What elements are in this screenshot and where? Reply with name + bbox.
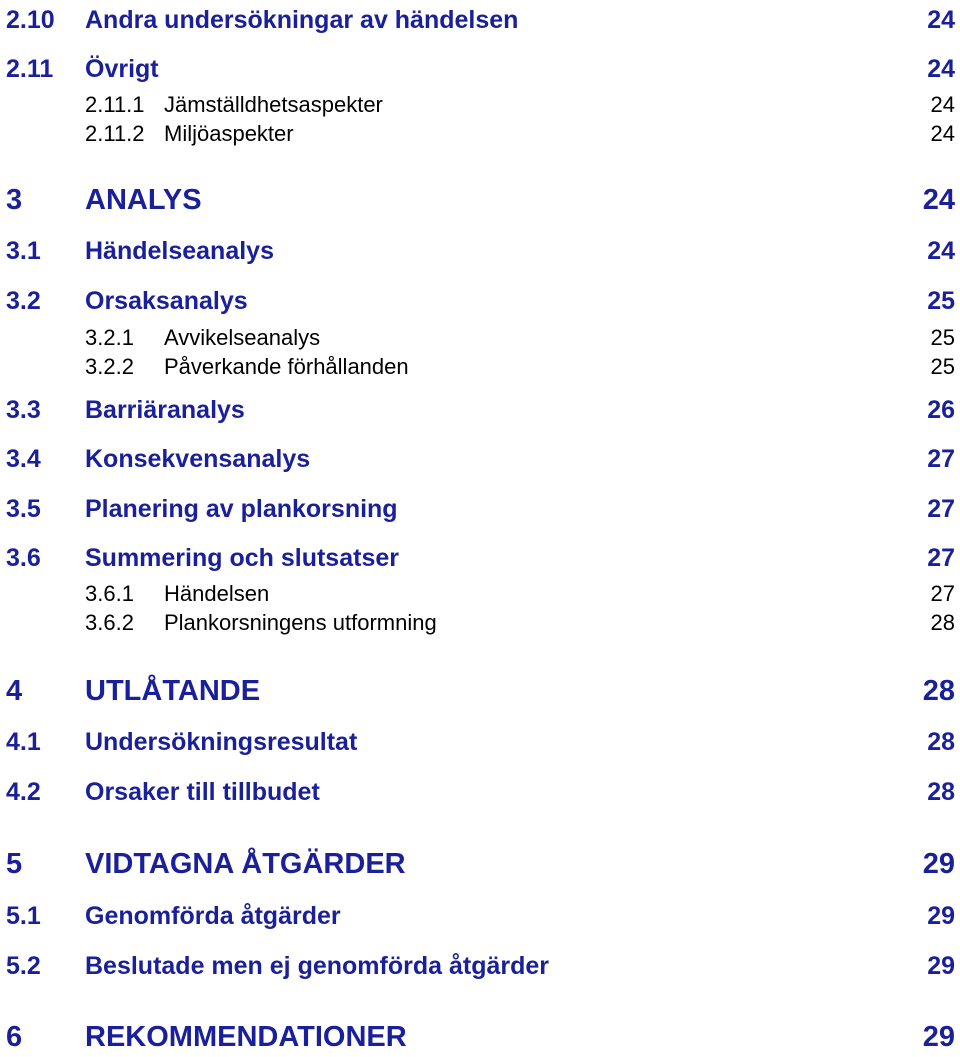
toc-entry-3-1[interactable] (0, 231, 960, 271)
toc-entry-title: Påverkande förhållanden (164, 354, 409, 379)
toc-entry-title: ANALYS (85, 183, 202, 216)
toc-entry-5-1[interactable] (0, 896, 960, 936)
toc-entry-page: 24 (930, 92, 955, 117)
toc-entry-4-2[interactable] (0, 772, 960, 812)
toc-entry-number: 3.4 (6, 444, 41, 473)
toc-entry-title: REKOMMENDATIONER (85, 1020, 407, 1053)
toc-entry-number: 3.3 (6, 395, 41, 424)
toc-entry-title: Jämställdhetsaspekter (164, 92, 383, 117)
toc-entry-number: 2.11.2 (85, 121, 145, 146)
toc-entry-title: Genomförda åtgärder (85, 901, 341, 930)
toc-entry-page: 24 (927, 5, 955, 34)
toc-entry-page: 28 (930, 610, 955, 635)
toc-entry-3-3[interactable] (0, 390, 960, 430)
toc-entry-3-2[interactable] (0, 281, 960, 321)
toc-entry-3-6-2[interactable] (0, 603, 960, 643)
toc-entry-page: 24 (927, 54, 955, 83)
toc-entry-page: 27 (927, 444, 955, 473)
toc-entry-title: Miljöaspekter (164, 121, 294, 146)
toc-entry-number: 4.2 (6, 777, 41, 806)
toc-entry-4[interactable] (0, 671, 960, 711)
toc-entry-title: UTLÅTANDE (85, 674, 261, 707)
toc-entry-page: 25 (927, 286, 955, 315)
toc-entry-number: 3.6.2 (85, 610, 134, 635)
toc-entry-number: 3.6.1 (85, 581, 134, 606)
toc-entry-page: 25 (930, 325, 955, 350)
toc-entry-number: 3.5 (6, 494, 41, 523)
toc-entry-title: Beslutade men ej genomförda åtgärder (85, 951, 550, 980)
toc-entry-number: 2.10 (6, 5, 55, 34)
toc-entry-number: 2.11 (6, 54, 54, 83)
toc-entry-page: 24 (922, 183, 955, 216)
toc-entry-page: 29 (927, 951, 955, 980)
toc-entry-page: 27 (927, 543, 955, 572)
toc-entry-title: Plankorsningens utformning (164, 610, 437, 635)
toc-entry-2-10[interactable] (0, 0, 960, 40)
toc-entry-title: Konsekvensanalys (85, 444, 311, 473)
toc-entry-title: Övrigt (85, 54, 159, 83)
toc-entry-number: 3.1 (6, 236, 41, 265)
toc-entry-title: VIDTAGNA ÅTGÄRDER (85, 847, 406, 880)
toc-entry-title: Undersökningsresultat (85, 727, 358, 756)
toc-entry-number: 3.2.1 (85, 325, 134, 350)
toc-entry-2-11[interactable] (0, 49, 960, 89)
toc-entry-5[interactable] (0, 844, 960, 884)
toc-entry-4-1[interactable] (0, 722, 960, 762)
toc-entry-number: 5.1 (6, 901, 41, 930)
toc-entry-3[interactable] (0, 180, 960, 220)
toc-entry-title: Barriäranalys (85, 395, 245, 424)
toc-entry-page: 25 (930, 354, 955, 379)
toc-entry-page: 29 (922, 847, 955, 880)
toc-entry-page: 27 (927, 494, 955, 523)
toc-entry-title: Orsaker till tillbudet (85, 777, 320, 806)
toc-entry-page: 26 (927, 395, 955, 424)
toc-entry-number: 3.2.2 (85, 354, 134, 379)
toc-entry-page: 27 (930, 581, 955, 606)
toc-entry-page: 29 (927, 901, 955, 930)
toc-entry-number: 2.11.1 (85, 92, 145, 117)
toc-entry-3-6[interactable] (0, 538, 960, 578)
toc-entry-number: 4 (6, 674, 23, 707)
toc-entry-title: Händelseanalys (85, 236, 274, 265)
toc-entry-number: 4.1 (6, 727, 41, 756)
toc-entry-6[interactable] (0, 1017, 960, 1057)
toc-entry-title: Summering och slutsatser (85, 543, 399, 572)
toc-entry-page: 24 (930, 121, 955, 146)
toc-entry-2-11-2[interactable] (0, 114, 960, 154)
toc-entry-number: 5 (6, 847, 23, 880)
toc-entry-3-2-2[interactable] (0, 347, 960, 387)
toc-entry-number: 6 (6, 1020, 23, 1053)
toc-entry-title: Orsaksanalys (85, 286, 248, 315)
toc-entry-3-4[interactable] (0, 439, 960, 479)
toc-entry-page: 28 (927, 777, 955, 806)
toc-entry-page: 29 (922, 1020, 955, 1053)
toc-entry-title: Händelsen (164, 581, 270, 606)
toc-entry-page: 28 (922, 674, 955, 707)
toc-entry-page: 28 (927, 727, 955, 756)
toc-entry-number: 3 (6, 183, 23, 216)
toc-entry-number: 3.6 (6, 543, 41, 572)
toc-entry-number: 3.2 (6, 286, 41, 315)
toc-entry-title: Andra undersökningar av händelsen (85, 5, 519, 34)
toc-entry-title: Avvikelseanalys (164, 325, 321, 350)
toc-entry-5-2[interactable] (0, 946, 960, 986)
toc-entry-page: 24 (927, 236, 955, 265)
toc-entry-title: Planering av plankorsning (85, 494, 398, 523)
toc-entry-3-5[interactable] (0, 489, 960, 529)
toc-entry-number: 5.2 (6, 951, 41, 980)
